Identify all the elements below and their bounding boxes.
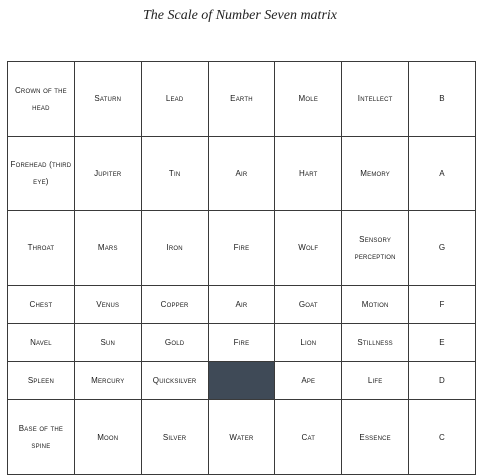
cell-metal-crown: Lead [141,62,208,137]
cell-animal-chest: Goat [275,285,342,323]
cell-animal-base: Cat [275,400,342,475]
cell-metal-spleen: Quicksilver [141,362,208,400]
cell-faculty-crown: Intellect [342,62,409,137]
matrix-row-throat [8,211,476,286]
cell-faculty-spleen: Life [342,362,409,400]
cell-element-crown: Earth [208,62,275,137]
cell-animal-crown: Mole [275,62,342,137]
cell-faculty-throat: Sensory perception [342,211,409,286]
cell-metal-navel: Gold [141,323,208,361]
shaded-cell [208,362,275,400]
matrix-title: The Scale of Number Seven matrix [142,8,337,23]
cell-faculty-navel: Stillness [342,323,409,361]
cell-note-crown: B [409,62,476,137]
matrix-row-spleen [8,362,476,400]
cell-body-part-base: Base of the spine [8,400,75,475]
cell-body-part-forehead: Forehead (third eye) [8,136,75,211]
cell-animal-forehead: Hart [275,136,342,211]
cell-planet-throat: Mars [74,211,141,286]
cell-metal-throat: Iron [141,211,208,286]
cell-metal-forehead: Tin [141,136,208,211]
cell-metal-chest: Copper [141,285,208,323]
cell-metal-base: Silver [141,400,208,475]
cell-element-throat: Fire [208,211,275,286]
matrix-row-base [8,400,476,475]
matrix-row-crown [8,62,476,137]
cell-note-navel: E [409,323,476,361]
cell-note-forehead: A [409,136,476,211]
cell-body-part-crown: Crown of the head [8,62,75,137]
cell-body-part-chest: Chest [8,285,75,323]
cell-animal-throat: Wolf [275,211,342,286]
cell-note-throat: G [409,211,476,286]
cell-body-part-navel: Navel [8,323,75,361]
matrix-row-chest [8,285,476,323]
cell-element-navel: Fire [208,323,275,361]
cell-body-part-spleen: Spleen [8,362,75,400]
cell-faculty-forehead: Memory [342,136,409,211]
cell-planet-base: Moon [74,400,141,475]
cell-note-base: C [409,400,476,475]
cell-planet-crown: Saturn [74,62,141,137]
cell-note-spleen: D [409,362,476,400]
cell-faculty-chest: Motion [342,285,409,323]
cell-note-chest: F [409,285,476,323]
matrix-row-navel [8,323,476,361]
cell-element-forehead: Air [208,136,275,211]
cell-planet-forehead: Jupiter [74,136,141,211]
matrix-row-forehead [8,136,476,211]
cell-animal-navel: Lion [275,323,342,361]
cell-planet-chest: Venus [74,285,141,323]
cell-element-chest: Air [208,285,275,323]
cell-body-part-throat: Throat [8,211,75,286]
cell-planet-navel: Sun [74,323,141,361]
cell-animal-spleen: Ape [275,362,342,400]
scale-matrix-table [7,61,476,475]
cell-faculty-base: Essence [342,400,409,475]
cell-element-base: Water [208,400,275,475]
cell-planet-spleen: Mercury [74,362,141,400]
